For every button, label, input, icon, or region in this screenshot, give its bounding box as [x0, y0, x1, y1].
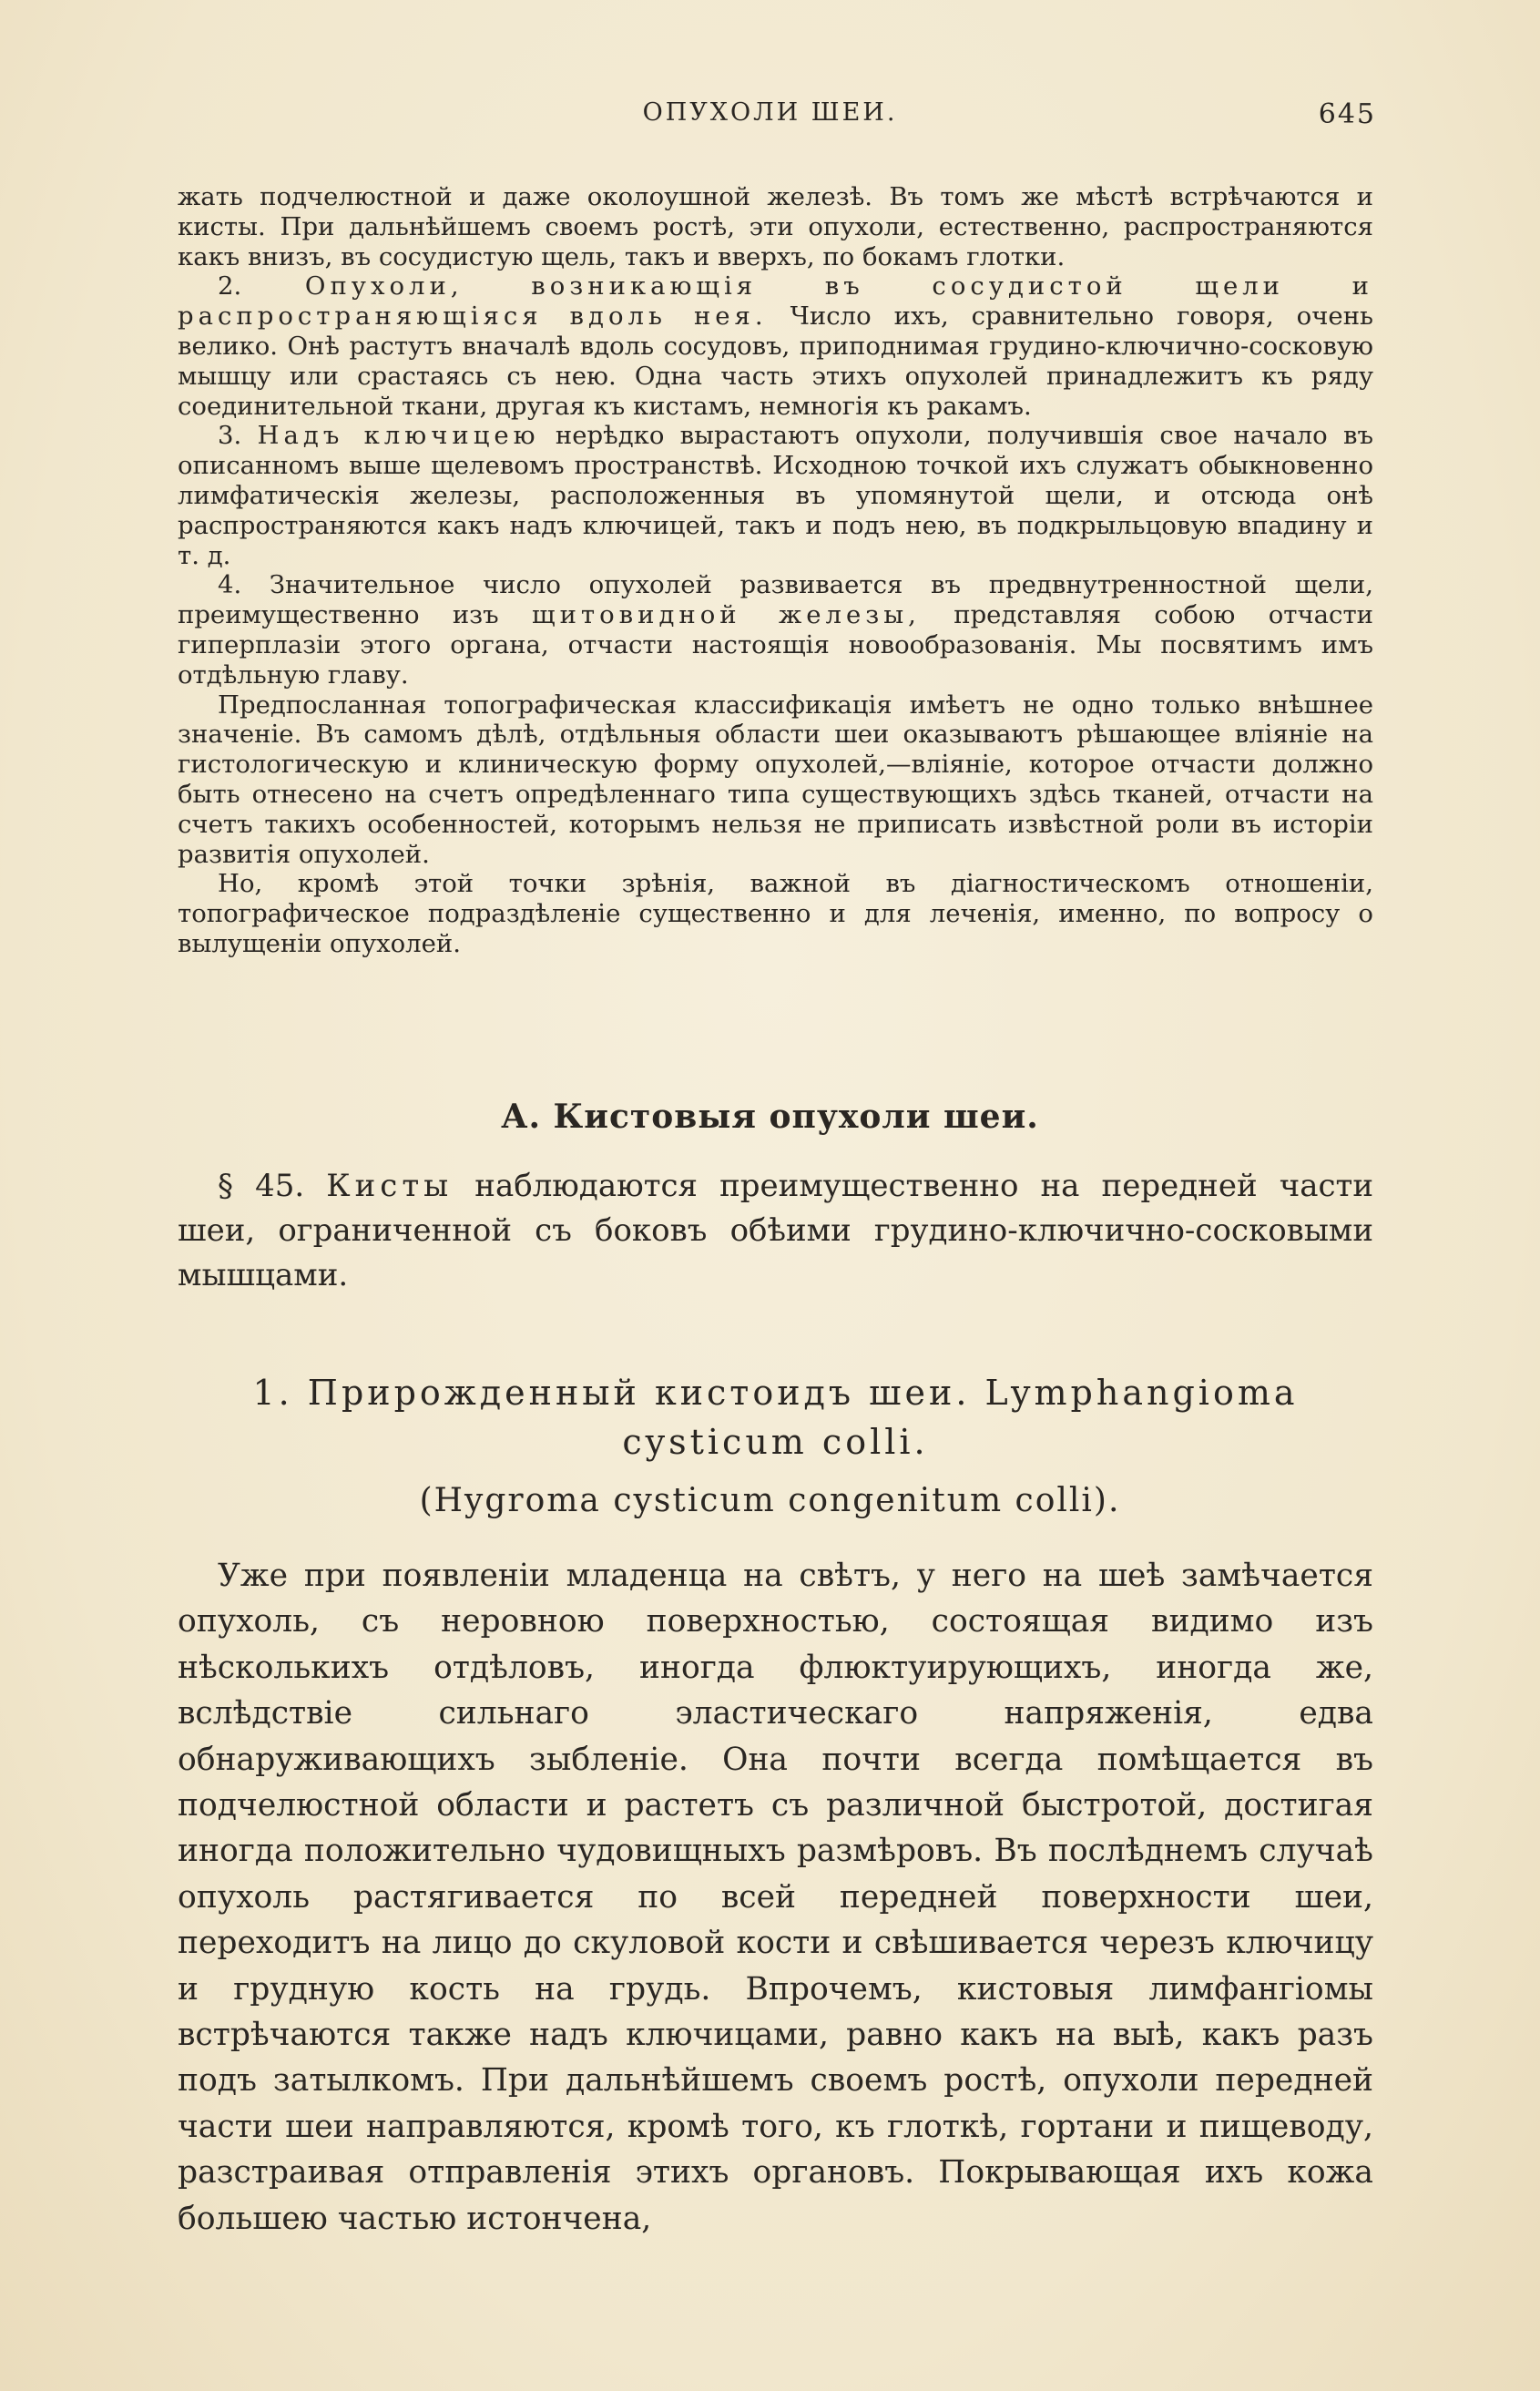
section-paragraph-45 [178, 1164, 1373, 1298]
paragraph-text: нерѣдко вырастаютъ опухоли, получившія свое начало въ описанномъ выше щелевомъ пространствѣ. Исходною точкой ихъ служатъ обыкновенно лимфатическія железы, расположенныя въ упомянутой щели, и отсюда онѣ распространяются какъ надъ ключицей, такъ и подъ нею, въ подкрыльцовую впадину и т. д. [178, 421, 1373, 570]
paragraph-item-3 [178, 421, 1373, 570]
section-number: § 45. [218, 1168, 305, 1204]
paragraph-text: Но, кромѣ этой точки зрѣнія, важной въ діагностическомъ отношеніи, топографическое подраздѣленіе существенно и для леченія, именно, по вопросу о вылущеніи опухолей. [178, 869, 1373, 958]
paragraph-item-2 [178, 271, 1373, 421]
paragraph: Уже при появленіи младенца на свѣтъ, у него на шеѣ замѣчается опухоль, съ неровною поверхностью, состоящая видимо изъ нѣсколькихъ отдѣловъ, иногда флюктуирующихъ, иногда же, вслѣдствіе сильнаго эластическаго напряженія, едва обнаруживающихъ зыбленіе. Она почти всегда помѣщается въ подчелюстной области и растетъ съ различной быстротой, достигая иногда положительно чудовищныхъ размѣровъ. Въ послѣднемъ случаѣ опухоль растягивается по всей передней поверхности шеи, переходитъ на лицо до скуловой кости и свѣшивается черезъ ключицу и грудную кость на грудь. Впрочемъ, кистовыя лимфангіомы встрѣчаются также надъ ключицами, равно какъ на выѣ, какъ разъ подъ затылкомъ. При дальнѣйшемъ своемъ ростѣ, опухоли передней части шеи направляются, кромѣ того, къ глоткѣ, гортани и пищеводу, разстраивая отправленія этихъ органовъ. Покрывающая ихъ кожа большею частью истончена, [178, 1558, 1373, 2237]
paragraph-item-4 [178, 570, 1373, 690]
paragraph-treatment [178, 869, 1373, 958]
page-header [0, 98, 1540, 135]
spaced-emphasis: Опухоли, возникающія въ сосудистой щели и распространяющіяся вдоль нея. [178, 271, 1373, 332]
spaced-emphasis: Надъ ключицею [257, 421, 540, 451]
page-number: 645 [1318, 98, 1376, 130]
section-title: А. Кистовыя опухоли шеи. [501, 1098, 1039, 1136]
paragraph-classification [178, 690, 1373, 870]
paragraph-text: наблюдаются преимущественно на передней части шеи, ограниченной съ боковъ обѣими грудино-ключично-сосковыми мышцами. [178, 1168, 1373, 1293]
spaced-emphasis: Кисты [326, 1168, 454, 1204]
subsection-latin-name: (Hygroma cysticum congenitum colli). [419, 1482, 1121, 1519]
spaced-emphasis: щитовидной железы, [532, 600, 921, 630]
subsection-heading: 1. Прирожденный кистоидъ шеи. Lymphangioma cysticum colli. [252, 1373, 1299, 1462]
paragraph-continuation [178, 182, 1373, 271]
subsection-body [178, 1553, 1373, 2242]
paragraph-text: Число ихъ, сравнительно говоря, очень велико. Онѣ растутъ вначалѣ вдоль сосудовъ, приподнимая грудино-ключично-сосковую мышцу или срастаясь съ нею. Одна часть этихъ опухолей принадлежитъ къ ряду соединительной ткани, другая къ кистамъ, немногія къ ракамъ. [178, 301, 1373, 421]
paragraph-text: 4. Значительное число опухолей развивается въ предвнутренностной щели, преимущественно изъ [178, 570, 1373, 630]
paragraph-text: Предпосланная топографическая классификація имѣетъ не одно только внѣшнее значеніе. Въ самомъ дѣлѣ, отдѣльныя области шеи оказываютъ рѣшающее вліяніе на гистологическую и клиническую форму опухолей,—вліяніе, которое отчасти должно быть отнесено на счетъ опредѣленнаго типа существующихъ здѣсь тканей, отчасти на счетъ такихъ особенностей, которымъ нельзя не приписать извѣстной роли въ исторіи развитія опухолей. [178, 690, 1373, 869]
paragraph-text: жать подчелюстной и даже околоушной железѣ. Въ томъ же мѣстѣ встрѣчаются и кисты. При дальнѣйшемъ своемъ ростѣ, эти опухоли, естественно, распространяются какъ внизъ, въ сосудистую щель, такъ и вверхъ, по бокамъ глотки. [178, 182, 1373, 271]
classification-text [178, 182, 1373, 959]
running-head: ОПУХОЛИ ШЕИ. [642, 98, 898, 127]
paragraph-text: представляя собою отчасти гиперплазіи этого органа, отчасти настоящія новообразованія. Мы посвятимъ имъ отдѣльную главу. [178, 600, 1373, 690]
item-number: 2. [218, 271, 242, 301]
item-number: 3. [218, 421, 242, 451]
paragraph [178, 1164, 1373, 1298]
